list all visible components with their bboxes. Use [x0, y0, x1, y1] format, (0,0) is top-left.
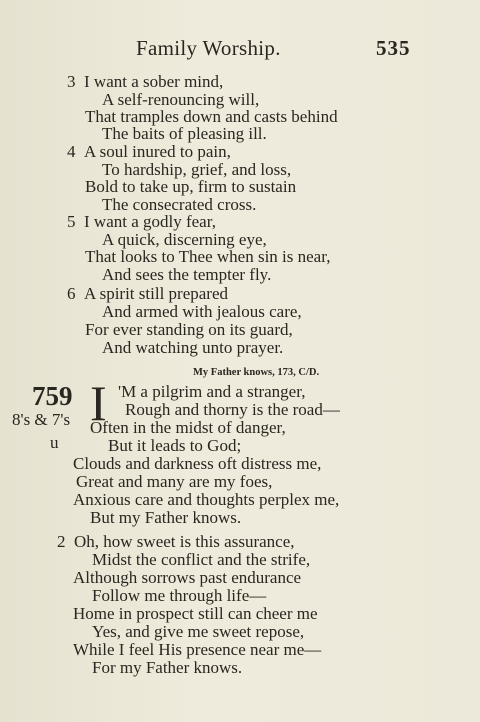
verse-line: And armed with jealous care,: [102, 302, 302, 321]
stanza-number: 5: [67, 212, 76, 231]
verse-line: For my Father knows.: [92, 658, 243, 677]
verse-line: While I feel His presence near me—: [73, 640, 322, 659]
verse-line: And sees the tempter fly.: [102, 265, 272, 284]
hymn-key: u: [50, 433, 59, 452]
verse-line: 'M a pilgrim and a stranger,: [118, 382, 306, 401]
verse-line: The consecrated cross.: [102, 195, 257, 214]
verse-line: Rough and thorny is the road—: [125, 400, 340, 419]
tune-heading: My Father knows, 173, C/D.: [193, 367, 320, 378]
stanza-number: 4: [67, 142, 76, 161]
verse-line: I want a sober mind,: [84, 72, 224, 91]
stanza-number: 2: [57, 532, 66, 551]
verse-line: That looks to Thee when sin is near,: [85, 247, 331, 266]
verse-line: But my Father knows.: [90, 508, 242, 527]
verse-line: Midst the conflict and the strife,: [92, 550, 311, 569]
verse-line: I want a godly fear,: [84, 212, 216, 231]
hymn-meter: 8's & 7's: [12, 410, 71, 429]
verse-line: Often in the midst of danger,: [90, 418, 286, 437]
stanza-number: 6: [67, 284, 76, 303]
page-header: [0, 34, 480, 64]
verse-line: To hardship, grief, and loss,: [102, 160, 292, 179]
verse-line: A soul inured to pain,: [84, 142, 231, 161]
verse-line: A quick, discerning eye,: [102, 230, 267, 249]
verse-line: A self-renouncing will,: [102, 90, 260, 109]
verse-line: And watching unto prayer.: [102, 338, 284, 357]
page-title: Family Worship.: [136, 36, 281, 60]
hymn-number: 759: [32, 381, 73, 411]
verse-line: Anxious care and thoughts perplex me,: [73, 490, 340, 509]
verse-line: Follow me through life—: [92, 586, 267, 605]
verse-line: A spirit still prepared: [84, 284, 229, 303]
verse-line: Bold to take up, firm to sustain: [85, 177, 297, 196]
verse-line: Clouds and darkness oft distress me,: [73, 454, 322, 473]
verse-line: Oh, how sweet is this assurance,: [74, 532, 295, 551]
verse-line: Although sorrows past endurance: [73, 568, 302, 587]
drop-cap: I: [90, 375, 107, 431]
verse-line: Great and many are my foes,: [76, 472, 273, 491]
page-number: 535: [376, 36, 411, 60]
verse-line: That tramples down and casts behind: [85, 107, 338, 126]
verse-line: For ever standing on its guard,: [85, 320, 293, 339]
verse-line: The baits of pleasing ill.: [102, 124, 267, 143]
verse-line: Home in prospect still can cheer me: [73, 604, 318, 623]
verse-line: But it leads to God;: [108, 436, 242, 455]
stanza-number: 3: [67, 72, 76, 91]
verse-line: Yes, and give me sweet repose,: [92, 622, 305, 641]
